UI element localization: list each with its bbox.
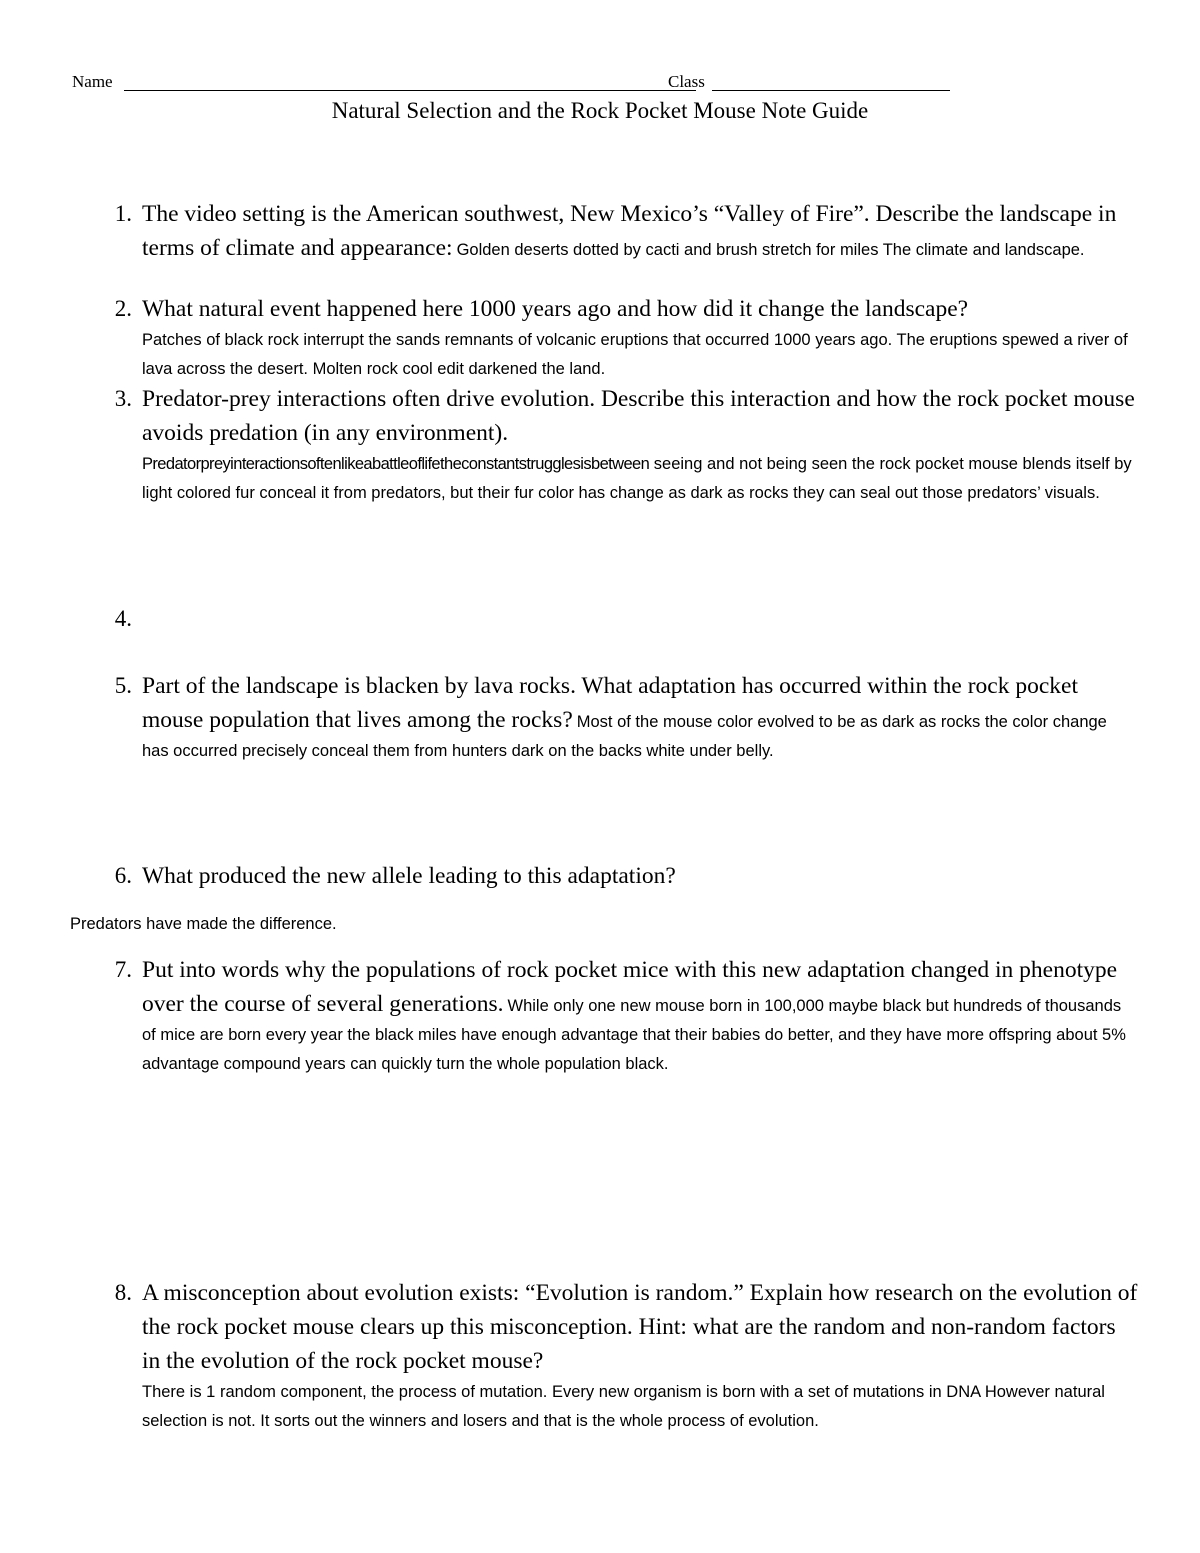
question-prompt: The video setting is the American southwest, New Mexico’s “Valley of Fire”. Describe the landscape in terms of climate and appearance:: [142, 201, 1117, 261]
question-number: 7.: [114, 957, 132, 982]
answer-run-on: Predatorpreyinteractionsoftenlikeabattleoflifetheconstantstrugglesisbetween: [142, 455, 650, 473]
question-prompt: Put into words why the populations of rock pocket mice with this new adaptation changed in phenotype over the course of several generations.: [142, 957, 1118, 1017]
question-number: 4.: [114, 606, 132, 631]
name-class-line: [72, 72, 972, 98]
question-answer: There is 1 random component, the process of mutation. Every new organism is born with a set of mutations in DNA However natural selection is not. It sorts out the winners and losers and that is the whole process of evolution.: [142, 1383, 1105, 1430]
name-label: Name: [72, 72, 113, 91]
question-body: [142, 382, 1138, 508]
question-prompt: A misconception about evolution exists: “Evolution is random.” Explain how research on the evolution of the rock pocket mouse clears up this misconception. Hint: what are the random and non-random factors in the evolution of the rock pocket mouse?: [142, 1280, 1138, 1374]
question-answer: Golden deserts dotted by cacti and brush stretch for miles The climate and landscape.: [456, 241, 1085, 259]
question-number: 1.: [114, 201, 132, 226]
class-label: Class: [668, 72, 705, 91]
question-body: [142, 859, 1138, 893]
name-blank: [124, 90, 696, 91]
question-body: [142, 953, 1138, 1079]
question-prompt: Part of the landscape is blacken by lava rocks. What adaptation has occurred within the rock pocket mouse population that lives among the rocks?: [142, 673, 1078, 733]
question-answer: Patches of black rock interrupt the sands remnants of volcanic eruptions that occurred 1000 years ago. The eruptions spewed a river of lava across the desert. Molten rock cool edit darkened the land.: [142, 331, 1128, 378]
question-prompt: Predator-prey interactions often drive evolution. Describe this interaction and how the rock pocket mouse avoids predation (in any environment).: [142, 386, 1135, 446]
answer-rest: seeing and not being seen the rock pocket mouse blends itself by light colored fur conceal it from predators, but their fur color has change as dark as rocks they can seal out those predators’ visuals.: [142, 455, 1132, 502]
question-number: 2.: [114, 296, 132, 321]
question-answer: Most of the mouse color evolved to be as dark as rocks the color change has occurred precisely conceal them from hunters dark on the backs white under belly.: [142, 713, 1107, 760]
question-number: 3.: [114, 386, 132, 411]
question-number: 8.: [114, 1280, 132, 1305]
question-prompt: What produced the new allele leading to this adaptation?: [142, 863, 676, 889]
question-body: [142, 1276, 1138, 1436]
page-title: Natural Selection and the Rock Pocket Mouse Note Guide: [331, 98, 869, 123]
question-number: 6.: [114, 863, 132, 888]
question-6-answer: Predators have made the difference.: [70, 915, 337, 933]
question-answer: [142, 450, 1138, 508]
question-body: [142, 292, 1138, 384]
question-body: [142, 197, 1138, 265]
question-prompt: What natural event happened here 1000 years ago and how did it change the landscape?: [142, 296, 969, 322]
question-number: 5.: [114, 673, 132, 698]
class-blank: [712, 90, 950, 91]
question-answer: While only one new mouse born in 100,000 maybe black but hundreds of thousands of mice are born every year the black miles have enough advantage that their babies do better, and they have more offspring about 5% advantage compound years can quickly turn the whole population black.: [142, 997, 1126, 1073]
question-body: [142, 669, 1138, 766]
